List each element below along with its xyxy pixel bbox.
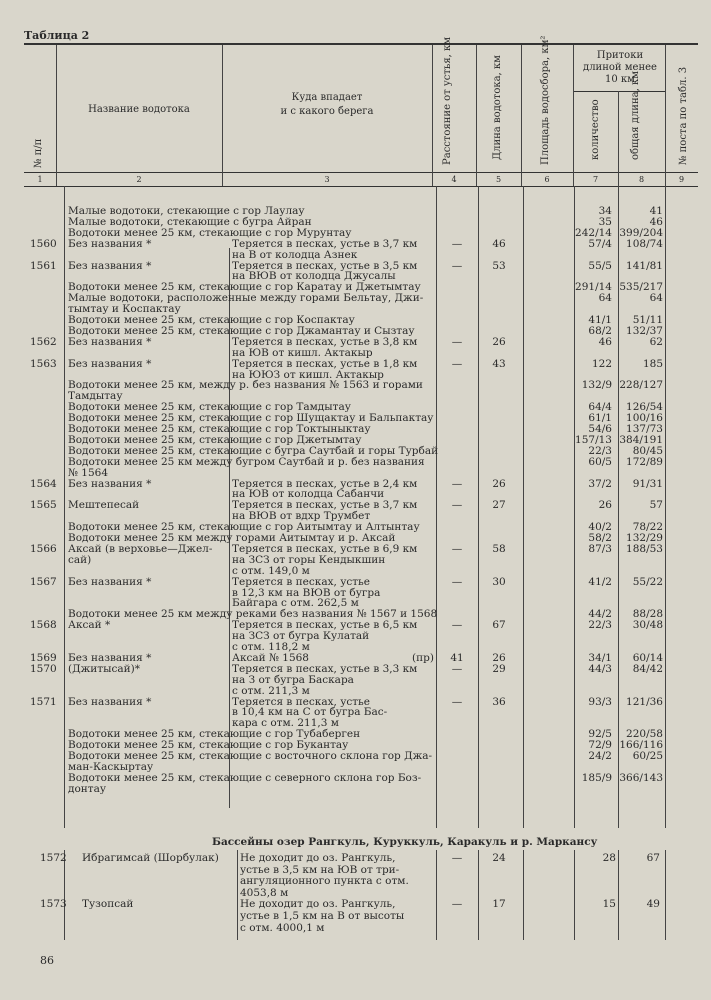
tributary-count: 28	[602, 852, 616, 864]
tributary-length: 141/81	[626, 259, 663, 272]
destination-text: с отм. 118,2 м	[232, 641, 310, 653]
destination-text: Теряется в песках, устье в 3,5 км	[232, 259, 418, 272]
tributary-length: 30/48	[632, 619, 663, 632]
body-col-divider	[523, 850, 524, 940]
tributary-length: 60/14	[632, 651, 663, 664]
tributary-count: 40/2	[588, 521, 612, 534]
tributary-count: 72/9	[588, 739, 612, 752]
tributary-length: 137/73	[626, 423, 663, 435]
tributary-length: 91/31	[632, 477, 663, 490]
row-number: 1573	[40, 898, 67, 911]
tributary-length: 62	[649, 335, 663, 348]
col-number: 2	[136, 175, 142, 184]
watercourse-name: Водотоки менее 25 км, стекающие с гор Мурунтау	[68, 226, 352, 239]
colnum-bottom-rule	[24, 186, 698, 187]
header-number: № п/п	[33, 138, 44, 168]
watercourse-name: Водотоки менее 25 км, стекающие с бугра Саутбай и горы Турбай	[68, 444, 439, 457]
watercourse-name: Малые водотоки, стекающие с гор Лаулау	[68, 205, 305, 217]
tributary-count: 64	[598, 292, 612, 305]
destination-text: на В от колодца Азнек	[232, 248, 358, 261]
length-value: 29	[492, 662, 506, 675]
watercourse-name: донтау	[68, 782, 107, 795]
tributary-length: 108/74	[626, 237, 663, 250]
tributary-length: 64	[649, 292, 663, 305]
destination-text: Теряется в песках, устье в 2,4 км	[232, 477, 418, 490]
body-col-divider	[665, 850, 666, 940]
watercourse-name: Без названия *	[68, 259, 152, 272]
body-col-divider	[436, 186, 437, 828]
tributary-count: 68/2	[588, 324, 612, 337]
tributary-count: 22/3	[588, 619, 612, 632]
watercourse-name: Водотоки менее 25 км между бугром Саутбай и р. без названия	[68, 455, 425, 468]
tributary-count: 92/5	[588, 728, 612, 741]
tributary-count: 35	[598, 215, 612, 228]
header-col-divider	[521, 45, 522, 186]
watercourse-name: Ибрагимсай (Шорбулак)	[82, 852, 219, 864]
destination-text: Теряется в песках, устье	[232, 575, 370, 588]
header-length: Длина водотока, км	[492, 55, 503, 160]
header-tributaries: Притоки длиной менее 10 км	[583, 50, 657, 85]
distance-value: —	[451, 259, 463, 272]
destination-text: с отм. 211,3 м	[232, 684, 310, 697]
tributary-length: 46	[649, 215, 663, 228]
tributary-length: 166/116	[619, 739, 663, 752]
tributary-length: 188/53	[626, 542, 663, 555]
length-value: 26	[492, 477, 506, 490]
section-title: Бассейны озер Рангкуль, Куруккуль, Каракуль и р. Маркансу	[212, 836, 598, 848]
distance-value: —	[451, 662, 463, 675]
tributary-count: 26	[598, 499, 612, 512]
tributary-count: 22/3	[588, 444, 612, 457]
length-value: 26	[492, 335, 506, 348]
tributary-count: 93/3	[588, 695, 612, 708]
header-area: Площадь водосбора, км²	[540, 35, 551, 165]
length-value: 67	[492, 619, 506, 632]
tributary-count: 24/2	[588, 750, 612, 762]
col-number: 5	[495, 175, 502, 184]
tributary-length: 49	[646, 898, 660, 911]
tributary-length: 55/22	[632, 575, 663, 588]
destination-text: с отм. 149,0 м	[232, 564, 310, 577]
destination-text: Теряется в песках, устье в 1,8 км	[232, 357, 418, 370]
col-number: 4	[451, 175, 457, 184]
header-col-divider	[56, 45, 57, 186]
watercourse-name: Аксай (в верховье—Джел-	[68, 542, 213, 555]
length-value: 24	[492, 852, 506, 864]
row-number: 1566	[30, 542, 57, 555]
header-bottom-rule	[24, 172, 698, 173]
watercourse-name: Без названия *	[68, 651, 152, 664]
tributary-count: 15	[602, 898, 616, 911]
tributary-count: 34/1	[588, 651, 612, 664]
tributary-count: 61/1	[588, 412, 612, 425]
watercourse-name: Тузопсай	[82, 898, 134, 911]
tributary-length: 132/29	[626, 532, 663, 544]
tributary-count: 242/14	[575, 226, 612, 239]
length-value: 58	[492, 542, 506, 555]
col-number: 7	[592, 175, 599, 184]
header-col-divider	[573, 45, 574, 186]
col-number: 9	[678, 175, 685, 184]
header-col-divider	[665, 45, 666, 186]
body-col-divider	[237, 850, 238, 940]
watercourse-name: Водотоки менее 25 км, стекающие с гор Тубаберген	[68, 728, 361, 741]
header-name: Название водотока	[88, 104, 190, 115]
header-count: количество	[590, 99, 601, 160]
tributary-count: 37/2	[588, 477, 612, 490]
tributary-length: 57	[649, 499, 663, 512]
watercourse-name: сай)	[68, 553, 92, 566]
tributary-count: 41/2	[588, 575, 612, 588]
distance-value: —	[451, 898, 463, 911]
destination-text: на ЮВ от колодца Сабанчи	[232, 488, 385, 501]
header-dest-b: и с какого берега	[280, 106, 374, 117]
destination-text: Теряется в песках, устье в 3,7 км	[232, 499, 418, 512]
destination-text: устье в 3,5 км на ЮВ от три-	[240, 863, 400, 876]
watercourse-name: Водотоки менее 25 км, стекающие с гор Тамдытау	[68, 401, 351, 414]
destination-text: Байгара с отм. 262,5 м	[232, 597, 359, 610]
distance-value: —	[451, 542, 463, 555]
tributary-length: 366/143	[619, 771, 663, 784]
header-sub-rule	[573, 91, 665, 92]
row-number: 1568	[30, 619, 57, 632]
header-col-divider	[476, 45, 477, 186]
watercourse-name: Водотоки менее 25 км между реками без названия № 1567 и 1568	[68, 608, 438, 621]
tributary-length: 535/217	[619, 281, 663, 294]
watercourse-name: Без названия *	[68, 237, 152, 250]
tributary-length: 384/191	[619, 433, 663, 446]
bank-text: (пр)	[412, 651, 434, 664]
tributary-count: 132/9	[581, 379, 612, 392]
row-number: 1569	[30, 651, 57, 664]
tributary-count: 55/5	[588, 259, 612, 272]
body-col-divider	[523, 186, 524, 828]
body-col-divider	[436, 850, 437, 940]
watercourse-name: Мештепесай	[68, 499, 140, 512]
watercourse-name: Малые водотоки, расположенные между горами Бельтау, Джи-	[68, 292, 424, 305]
length-value: 26	[492, 651, 506, 664]
distance-value: 41	[450, 651, 464, 664]
tributary-count: 34	[598, 205, 612, 217]
watercourse-name: Водотоки менее 25 км, между р. без названия № 1563 и горами	[68, 379, 423, 392]
watercourse-name: Аксай *	[68, 619, 111, 632]
watercourse-name: № 1564	[68, 466, 108, 479]
tributary-count: 44/3	[588, 662, 612, 675]
tributary-length: 399/204	[619, 226, 663, 239]
tributary-count: 57/4	[588, 237, 612, 250]
row-number: 1570	[30, 662, 57, 675]
tributary-length: 41	[649, 205, 663, 217]
tributary-length: 132/37	[626, 324, 663, 337]
destination-text: на З от бугра Баскара	[232, 673, 354, 686]
row-number: 1562	[30, 335, 57, 348]
row-number: 1561	[30, 259, 57, 272]
tributary-length: 84/42	[632, 662, 663, 675]
watercourse-name: Водотоки менее 25 км, стекающие с восточного склона гор Джа-	[68, 750, 433, 762]
header-distance: Расстояние от устья, км	[442, 36, 453, 165]
col-number: 3	[324, 175, 330, 184]
destination-text: устье в 1,5 км на В от высоты	[240, 910, 405, 922]
destination-text: Теряется в песках, устье	[232, 695, 370, 708]
row-number: 1560	[30, 237, 57, 250]
tributary-count: 122	[591, 357, 612, 370]
col-number: 1	[37, 175, 43, 184]
watercourse-name: Без названия *	[68, 695, 152, 708]
watercourse-name: Водотоки менее 25 км, стекающие с северного склона гор Боз-	[68, 771, 422, 784]
watercourse-name: Водотоки менее 25 км, стекающие с гор Каратау и Джетымтау	[68, 281, 421, 294]
tributary-length: 185	[642, 357, 663, 370]
destination-text: на ЗСЗ от горы Кендыкшин	[232, 553, 386, 566]
row-number: 1572	[40, 852, 67, 864]
header-col-divider	[432, 45, 433, 186]
header-col-divider	[222, 45, 223, 186]
tributary-length: 67	[646, 852, 660, 864]
length-value: 27	[492, 499, 506, 512]
watercourse-name: Водотоки менее 25 км, стекающие с гор Джетымтау	[68, 433, 362, 446]
tributary-length: 88/28	[632, 608, 663, 621]
distance-value: —	[451, 237, 463, 250]
length-value: 36	[492, 695, 506, 708]
length-value: 46	[492, 237, 506, 250]
watercourse-name: (Джитысай)*	[68, 662, 140, 675]
length-value: 30	[492, 575, 506, 588]
table-title: Таблица 2	[24, 29, 90, 42]
destination-text: на ЮЮЗ от кишл. Актакыр	[232, 368, 384, 381]
destination-text: Теряется в песках, устье в 6,5 км	[232, 619, 418, 632]
header-col-divider	[618, 91, 619, 186]
destination-text: Теряется в песках, устье в 3,7 км	[232, 237, 418, 250]
row-number: 1564	[30, 477, 57, 490]
header-total-length: общая длина, км	[630, 71, 641, 160]
tributary-count: 291/14	[575, 281, 612, 294]
destination-text: на ЮВ от кишл. Актакыр	[232, 346, 373, 359]
watercourse-name: Без названия *	[68, 357, 152, 370]
destination-text: Не доходит до оз. Рангкуль,	[240, 898, 396, 911]
destination-text: Теряется в песках, устье в 3,8 км	[232, 335, 418, 348]
tributary-length: 228/127	[619, 379, 663, 392]
watercourse-name: Водотоки менее 25 км, стекающие с гор Джамантау и Сызтау	[68, 324, 415, 337]
distance-value: —	[451, 619, 463, 632]
destination-text: с отм. 4000,1 м	[240, 921, 325, 934]
destination-text: в 12,3 км на ВЮВ от бугра	[232, 586, 381, 599]
tributary-length: 60/25	[632, 750, 663, 762]
row-number: 1567	[30, 575, 57, 588]
header-post: № поста по табл. 3	[678, 66, 689, 165]
tributary-count: 60/5	[588, 455, 612, 468]
distance-value: —	[451, 852, 463, 864]
distance-value: —	[451, 357, 463, 370]
watercourse-name: Без названия *	[68, 335, 152, 348]
destination-text: ангуляционного пункта с отм.	[240, 875, 409, 888]
length-value: 43	[492, 357, 506, 370]
tributary-count: 64/4	[588, 401, 612, 414]
tributary-length: 126/54	[626, 401, 663, 414]
body-col-divider	[665, 186, 666, 828]
row-number: 1565	[30, 499, 57, 512]
destination-text: Теряется в песках, устье в 6,9 км	[232, 542, 418, 555]
row-number: 1563	[30, 357, 57, 370]
destination-text: Теряется в песках, устье в 3,3 км	[232, 662, 418, 675]
tributary-count: 54/6	[588, 423, 612, 435]
tributary-length: 80/45	[632, 444, 663, 457]
watercourse-name: Водотоки менее 25 км, стекающие с гор Букантау	[68, 739, 349, 752]
tributary-length: 51/11	[632, 314, 663, 326]
watercourse-name: тымтау и Коспактау	[68, 303, 181, 316]
tributary-length: 100/16	[626, 412, 663, 425]
col-number: 8	[638, 175, 645, 184]
watercourse-name: Водотоки менее 25 км, стекающие с гор Шущактау и Бальпактау	[68, 412, 434, 425]
destination-text: Аксай № 1568	[232, 651, 309, 664]
destination-text: 4053,8 м	[240, 886, 289, 899]
tributary-count: 41/1	[588, 314, 612, 326]
tributary-count: 157/13	[575, 433, 612, 446]
watercourse-name: Малые водотоки, стекающие с бугра Айран	[68, 215, 312, 228]
tributary-count: 58/2	[588, 532, 612, 544]
tributary-count: 87/3	[588, 542, 612, 555]
watercourse-name: Без названия *	[68, 575, 152, 588]
distance-value: —	[451, 575, 463, 588]
tributary-length: 172/89	[626, 455, 663, 468]
col-number: 6	[544, 175, 550, 184]
distance-value: —	[451, 695, 463, 708]
destination-text: в 10,4 км на С от бугра Бас-	[232, 706, 388, 719]
watercourse-name: ман-Каскыртау	[68, 760, 154, 773]
tributary-count: 44/2	[588, 608, 612, 621]
watercourse-name: Водотоки менее 25 км, стекающие с гор Токтыныктау	[68, 423, 371, 435]
destination-text: Не доходит до оз. Рангкуль,	[240, 852, 396, 864]
destination-text: на ВЮВ от вдхр Трумбет	[232, 510, 371, 523]
tributary-length: 78/22	[632, 521, 663, 534]
length-value: 17	[492, 898, 506, 911]
distance-value: —	[451, 477, 463, 490]
page-number: 86	[40, 954, 54, 967]
destination-text: на ЗСЗ от бугра Кулатай	[232, 630, 370, 643]
destination-text: на ВЮВ от колодца Джусалы	[232, 270, 396, 283]
watercourse-name: Водотоки менее 25 км между горами Аитымтау и р. Аксай	[68, 532, 396, 544]
distance-value: —	[451, 335, 463, 348]
tributary-count: 185/9	[581, 771, 612, 784]
watercourse-name: Водотоки менее 25 км, стекающие с гор Аитымтау и Алтынтау	[68, 521, 420, 534]
tributary-count: 46	[598, 335, 612, 348]
body-col-divider	[64, 186, 65, 828]
watercourse-name: Водотоки менее 25 км, стекающие с гор Коспактау	[68, 314, 355, 326]
watercourse-name: Тамдытау	[68, 390, 123, 403]
distance-value: —	[451, 499, 463, 512]
header-top-rule	[24, 43, 698, 45]
watercourse-name: Без названия *	[68, 477, 152, 490]
header-dest-a: Куда впадает	[291, 92, 363, 103]
tributary-length: 220/58	[626, 728, 663, 741]
length-value: 53	[492, 259, 506, 272]
row-number: 1571	[30, 695, 57, 708]
destination-text: кара с отм. 211,3 м	[232, 717, 339, 730]
tributary-length: 121/36	[626, 695, 663, 708]
